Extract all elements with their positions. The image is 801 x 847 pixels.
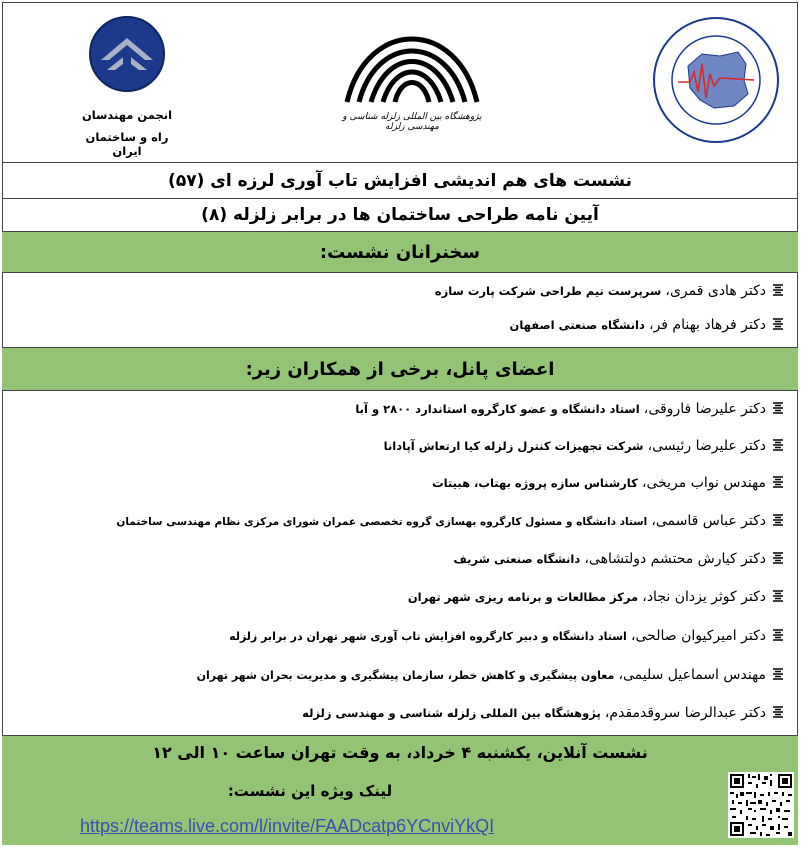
panel-item [116, 513, 784, 529]
panel-name: دکتر علیرضا فاروقی، [643, 401, 766, 417]
panel-item [384, 438, 784, 454]
panel-desc: کارشناس سازه پروژه بهتاب، هبیتات [432, 476, 638, 490]
left-org-line1: انجمن مهندسان [81, 108, 173, 122]
seismograph-arch-icon [337, 26, 487, 106]
bullet-icon [772, 476, 784, 488]
speaker-desc: سرپرست تیم طراحی شرکت پارت سازه [434, 284, 662, 298]
bullet-icon [772, 514, 784, 526]
bullet-icon [772, 439, 784, 451]
center-org-caption: پژوهشگاه بین المللی زلزله شناسی و مهندسی زلزله [342, 112, 482, 132]
panel-name: مهندس نواب مریخی، [641, 475, 766, 491]
title-line1: نشست های هم اندیشی افزایش تاب آوری لرزه ای (۵۷) [2, 162, 798, 198]
panel-name: دکتر امیرکیوان صالحی، [630, 628, 766, 644]
panel-item [432, 475, 784, 491]
bullet-icon [772, 629, 784, 641]
bullet-icon [772, 552, 784, 564]
speaker-name: دکتر فرهاد بهنام فر، [649, 317, 766, 333]
panel-list [2, 390, 798, 735]
panel-desc: مرکز مطالعات و برنامه ریزی شهر تهران [407, 590, 639, 604]
header [2, 2, 798, 162]
iran-map-seal-icon [650, 14, 782, 146]
left-org-line2: راه و ساختمان ایران [85, 130, 169, 158]
panel-name: مهندس اسماعیل سلیمی، [618, 667, 766, 683]
panel-desc: شرکت تجهیزات کنترل زلزله کیا ارتعاش آپادانا [383, 439, 644, 453]
speaker-name: دکتر هادی قمری، [665, 283, 766, 299]
title-line2: آیین نامه طراحی ساختمان ها در برابر زلزله (۸) [2, 198, 798, 231]
speaker-item [510, 317, 784, 333]
panel-name: دکتر کوثر یزدان نجاد، [642, 589, 766, 605]
bullet-icon [772, 590, 784, 602]
panel-heading: اعضای پانل، برخی از همکاران زیر: [2, 347, 798, 390]
panel-name: دکتر عباس قاسمی، [651, 513, 766, 529]
panel-item [355, 401, 784, 417]
ieea-logo [650, 14, 782, 146]
road-building-logo-icon [87, 14, 167, 94]
link-label: لینک ویژه این نشست: [227, 782, 393, 800]
iiees-logo [332, 26, 492, 132]
bullet-icon [772, 706, 784, 718]
panel-item [229, 628, 784, 644]
panel-desc: استاد دانشگاه و عضو کارگروه استاندارد ۲۸۰۰ و آبا [355, 402, 640, 416]
bullet-icon [772, 284, 784, 296]
panel-desc: استاد دانشگاه و مسئول کارگروه بهسازی گروه تخصصی عمران شورای مرکزی نظام مهندسی ساختمان [116, 516, 648, 528]
teams-invite-link[interactable]: https://teams.live.com/l/invite/FAADcatp6YCnviYkQI [80, 816, 495, 836]
panel-name: دکتر کیارش محتشم دولتشاهی، [584, 551, 766, 567]
panel-item [408, 589, 784, 605]
speakers-list [2, 272, 798, 347]
panel-item [453, 551, 784, 567]
speakers-heading: سخنرانان نشست: [2, 231, 798, 272]
panel-item [197, 667, 784, 683]
panel-name: دکتر علیرضا رئیسی، [647, 438, 766, 454]
panel-desc: معاون پیشگیری و کاهش خطر، سازمان پیشگیری و مدیریت بحران شهر تهران [196, 669, 615, 682]
icea-logo [77, 14, 177, 158]
panel-desc: دانشگاه صنعتی شریف [453, 552, 581, 566]
panel-item [302, 705, 784, 721]
qr-code-icon [728, 772, 794, 838]
panel-name: دکتر عبدالرضا سروقدمقدم، [604, 705, 766, 721]
bullet-icon [772, 402, 784, 414]
speaker-desc: دانشگاه صنعتی اصفهان [509, 318, 645, 332]
speaker-item [435, 283, 784, 299]
bullet-icon [772, 668, 784, 680]
session-info: نشست آنلاین، یکشنبه ۴ خرداد، به وقت تهران ساعت ۱۰ الی ۱۲ [152, 743, 648, 762]
panel-desc: پژوهشگاه بین المللی زلزله شناسی و مهندسی زلزله [302, 706, 601, 720]
panel-desc: استاد دانشگاه و دبیر کارگروه افزایش تاب آوری شهر تهران در برابر زلزله [229, 630, 627, 643]
bullet-icon [772, 318, 784, 330]
